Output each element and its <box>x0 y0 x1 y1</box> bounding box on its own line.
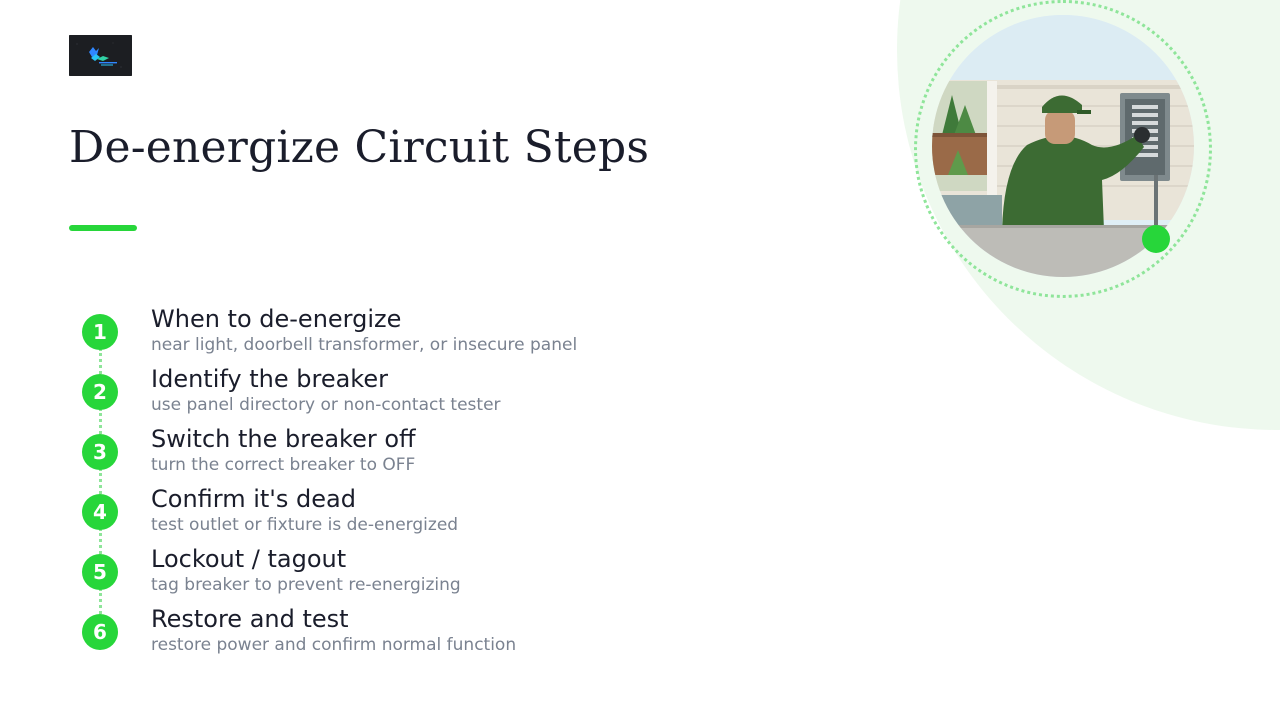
step-description: test outlet or fixture is de-energized <box>151 515 459 535</box>
step-item <box>0 304 700 364</box>
step-item <box>0 424 700 484</box>
step-number-badge: 3 <box>82 434 118 470</box>
step-number-badge: 5 <box>82 554 118 590</box>
photo-accent-dot <box>1142 225 1170 253</box>
step-number-badge: 1 <box>82 314 118 350</box>
step-item <box>0 484 700 544</box>
title-accent-underline <box>69 225 137 231</box>
page-title: De-energize Circuit Steps <box>69 122 650 173</box>
company-logo <box>69 35 132 76</box>
step-item <box>0 544 700 604</box>
step-title: Confirm it's dead <box>151 485 356 513</box>
step-item <box>0 604 700 664</box>
step-title: Restore and test <box>151 605 349 633</box>
company-logo-icon <box>69 35 132 76</box>
step-title: Identify the breaker <box>151 365 388 393</box>
step-title: Lockout / tagout <box>151 545 347 573</box>
step-description: restore power and confirm normal function <box>151 635 517 655</box>
step-title: Switch the breaker off <box>151 425 416 453</box>
step-number-badge: 2 <box>82 374 118 410</box>
step-title: When to de-energize <box>151 305 402 333</box>
step-description: turn the correct breaker to OFF <box>151 455 416 475</box>
step-number-badge: 4 <box>82 494 118 530</box>
step-description: tag breaker to prevent re-energizing <box>151 575 461 595</box>
step-number-badge: 6 <box>82 614 118 650</box>
step-description: use panel directory or non-contact tester <box>151 395 501 415</box>
step-item <box>0 364 700 424</box>
step-description: near light, doorbell transformer, or insecure panel <box>151 335 578 355</box>
